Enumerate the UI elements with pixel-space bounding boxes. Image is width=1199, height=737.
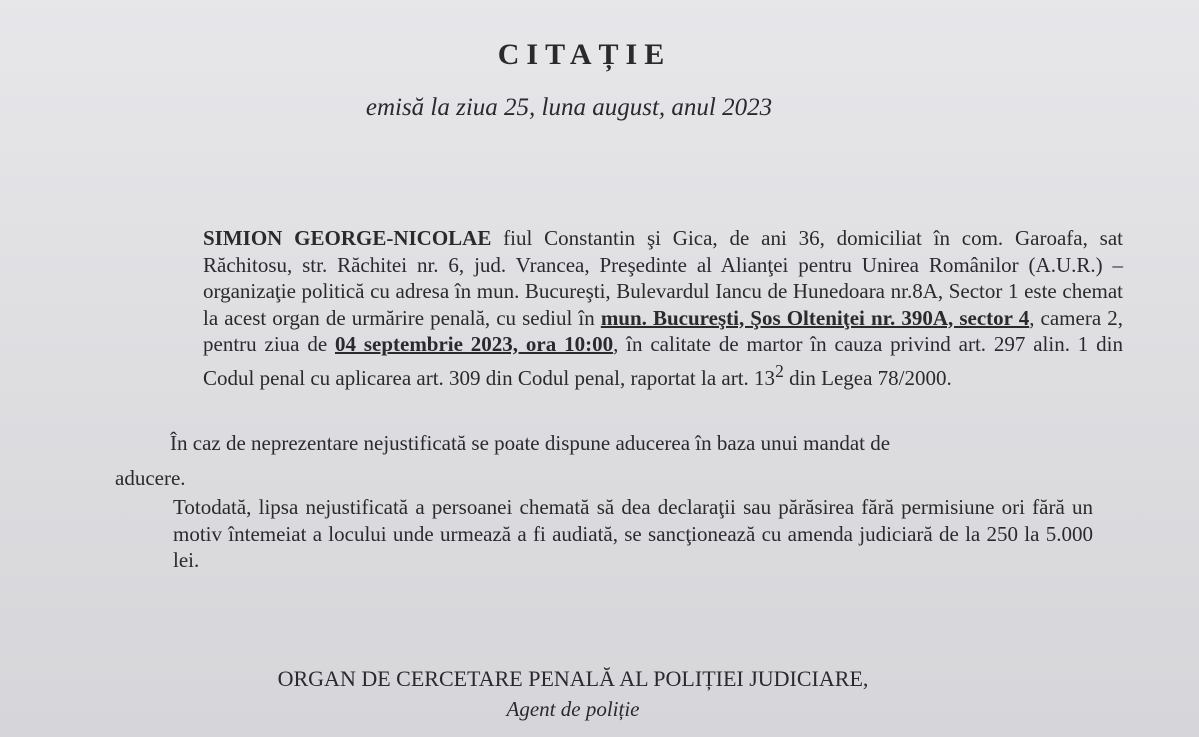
- signatory-role: Agent de poliție: [506, 697, 640, 721]
- paragraph-text-b: , camera 2, pentru ziua de: [203, 305, 1123, 356]
- sanction-paragraph: Totodată, lipsa nejustificată a persoanei chemată să dea declaraţii sau părăsirea fără permisiune ori fără un motiv întemeiat a locului unde urmează a fi audiată, se sancţionează cu amenda judiciară de la 250 la 5.000 lei.: [173, 495, 1093, 572]
- summoned-person-name: SIMION GEORGE-NICOLAE: [203, 226, 492, 250]
- signature-block: [0, 664, 1146, 724]
- non-appearance-line-2: aducere.: [115, 465, 186, 490]
- article-superscript: 2: [775, 360, 784, 381]
- hearing-address: mun. Bucureşti, Şos Olteniţei nr. 390A, sector 4: [600, 305, 1030, 330]
- hearing-datetime: 04 septembrie 2023, ora 10:00: [334, 332, 614, 356]
- paragraph-text-c: , în calitate de martor în cauza privind art. 297 alin. 1 din Codul penal cu aplicarea art. 309 din Codul penal, raportat la art. 13: [203, 332, 1123, 390]
- document-title: CITAȚIE: [497, 38, 672, 71]
- paragraph-text-a: fiul Constantin şi Gica, de ani 36, domiciliat în com. Garoafa, sat Răchitosu, str. Răchitei nr. 6, jud. Vrancea, Preşedinte al Alianţei pentru Unirea Românilor (A.U.R.) – organizaţie politică cu adresa în mun. Bucureşti, Bulevardul Iancu de Hunedoara nr.8A, Sector 1 este chemat la acest organ de urmărire penală, cu sediul în: [203, 226, 1123, 330]
- summons-paragraph: [115, 225, 1123, 391]
- issuing-authority: ORGAN DE CERCETARE PENALĂ AL POLIȚIEI JUDICIARE,: [277, 666, 869, 691]
- non-appearance-paragraph: [115, 430, 1035, 491]
- non-appearance-line-1: În caz de neprezentare nejustificată se poate dispune aducerea în baza unui mandat de: [170, 431, 891, 455]
- paragraph-text-d: din Legea 78/2000.: [783, 365, 952, 390]
- document-issue-date: emisă la ziua 25, luna august, anul 2023: [365, 94, 773, 121]
